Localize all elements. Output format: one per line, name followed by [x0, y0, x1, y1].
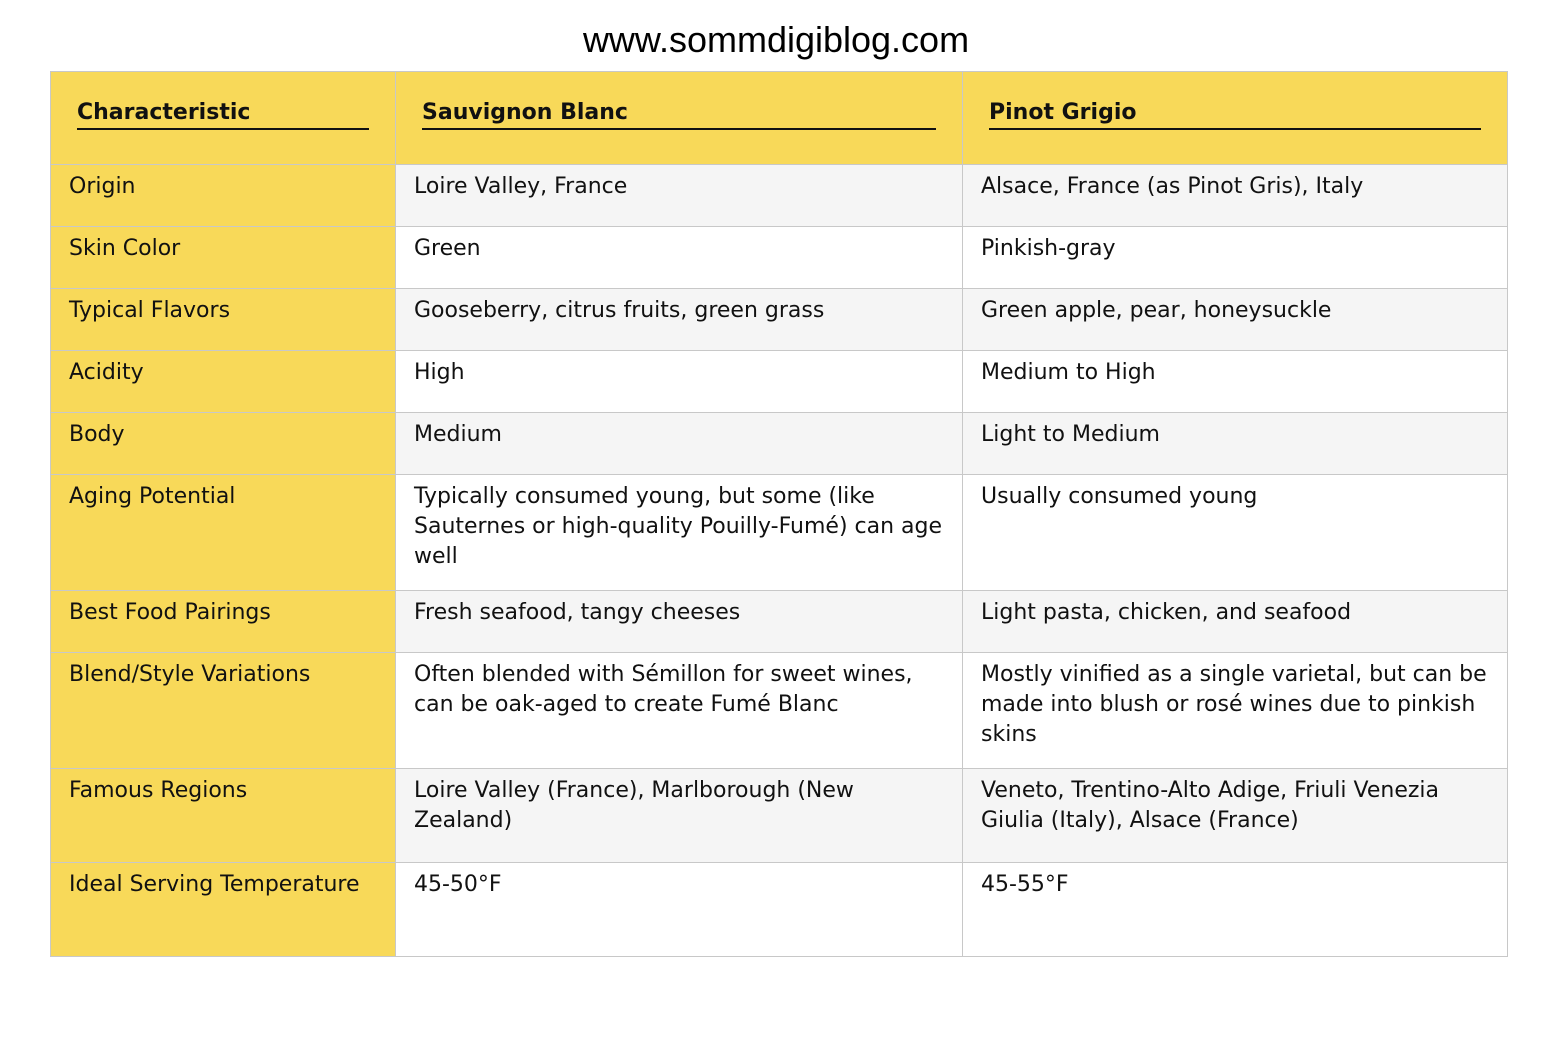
sauvignon-blanc-value: Medium	[396, 413, 963, 475]
header-label: Pinot Grigio	[989, 98, 1481, 130]
pinot-grigio-value: Usually consumed young	[963, 475, 1508, 591]
table-row	[51, 591, 1508, 653]
comparison-table	[50, 71, 1508, 957]
row-characteristic: Origin	[51, 165, 396, 227]
row-characteristic: Blend/Style Variations	[51, 653, 396, 769]
sauvignon-blanc-value: Fresh seafood, tangy cheeses	[396, 591, 963, 653]
pinot-grigio-value: 45-55°F	[963, 863, 1508, 957]
header-pinot-grigio	[963, 72, 1508, 165]
row-characteristic: Acidity	[51, 351, 396, 413]
pinot-grigio-value: Light to Medium	[963, 413, 1508, 475]
sauvignon-blanc-value: Green	[396, 227, 963, 289]
table-row	[51, 227, 1508, 289]
sauvignon-blanc-value: 45-50°F	[396, 863, 963, 957]
header-sauvignon-blanc	[396, 72, 963, 165]
row-characteristic: Skin Color	[51, 227, 396, 289]
table-row	[51, 475, 1508, 591]
pinot-grigio-value: Alsace, France (as Pinot Gris), Italy	[963, 165, 1508, 227]
table-row	[51, 165, 1508, 227]
table-row	[51, 413, 1508, 475]
pinot-grigio-value: Mostly vinified as a single varietal, but can be made into blush or rosé wines due to pinkish skins	[963, 653, 1508, 769]
header-label: Characteristic	[77, 98, 369, 130]
pinot-grigio-value: Light pasta, chicken, and seafood	[963, 591, 1508, 653]
sauvignon-blanc-value: High	[396, 351, 963, 413]
table-row	[51, 863, 1508, 957]
header-label: Sauvignon Blanc	[422, 98, 936, 130]
row-characteristic: Famous Regions	[51, 769, 396, 863]
table-row	[51, 289, 1508, 351]
pinot-grigio-value: Pinkish-gray	[963, 227, 1508, 289]
row-characteristic: Body	[51, 413, 396, 475]
pinot-grigio-value: Veneto, Trentino-Alto Adige, Friuli Venezia Giulia (Italy), Alsace (France)	[963, 769, 1508, 863]
header-characteristic	[51, 72, 396, 165]
table-row	[51, 351, 1508, 413]
pinot-grigio-value: Green apple, pear, honeysuckle	[963, 289, 1508, 351]
sauvignon-blanc-value: Loire Valley, France	[396, 165, 963, 227]
table-row	[51, 653, 1508, 769]
pinot-grigio-value: Medium to High	[963, 351, 1508, 413]
site-title: www.sommdigiblog.com	[582, 19, 970, 60]
row-characteristic: Best Food Pairings	[51, 591, 396, 653]
sauvignon-blanc-value: Gooseberry, citrus fruits, green grass	[396, 289, 963, 351]
table-row	[51, 769, 1508, 863]
row-characteristic: Ideal Serving Temperature	[51, 863, 396, 957]
sauvignon-blanc-value: Often blended with Sémillon for sweet wines, can be oak-aged to create Fumé Blanc	[396, 653, 963, 769]
header-row	[51, 72, 1508, 165]
row-characteristic: Aging Potential	[51, 475, 396, 591]
sauvignon-blanc-value: Loire Valley (France), Marlborough (New Zealand)	[396, 769, 963, 863]
row-characteristic: Typical Flavors	[51, 289, 396, 351]
sauvignon-blanc-value: Typically consumed young, but some (like Sauternes or high-quality Pouilly-Fumé) can age well	[396, 475, 963, 591]
